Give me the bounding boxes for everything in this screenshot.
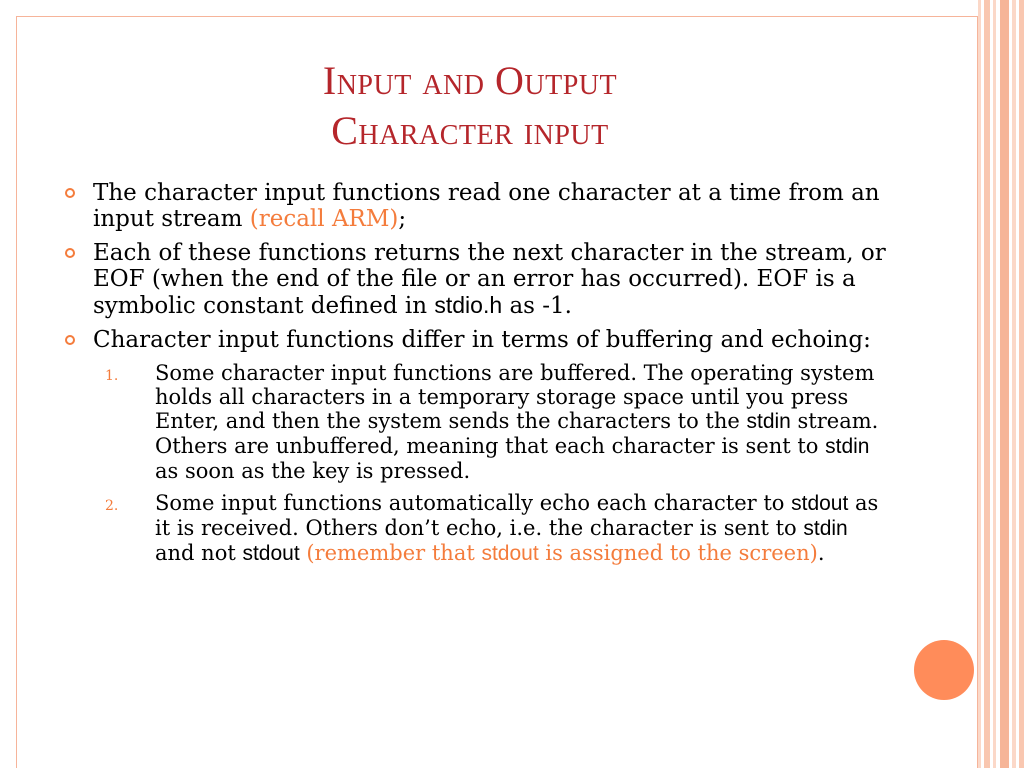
numbered-item: [63, 361, 893, 483]
remember-note: (remember that: [306, 541, 482, 565]
bullet-text: The character input functions read one character at a time from an input stream: [93, 180, 880, 232]
stripe: [984, 0, 990, 768]
stripe: [993, 0, 996, 768]
code-text: stdin: [803, 517, 848, 540]
bullet-circle-icon: [65, 335, 75, 345]
item-text: .: [817, 541, 825, 565]
slide-body: [63, 180, 893, 574]
bullet-text: ;: [398, 206, 407, 232]
slide-title: [0, 56, 940, 156]
item-text: as soon as the key is pressed.: [155, 459, 471, 483]
item-text: stream. Others are unbuffered, meaning that each character is sent to: [155, 409, 879, 458]
code-text: stdout: [242, 542, 300, 565]
item-text: and not: [155, 541, 243, 565]
stripe: [1012, 0, 1016, 768]
bullet-text: Character input functions differ in terms of buffering and echoing:: [93, 327, 871, 353]
stripe: [1000, 0, 1009, 768]
code-text: stdio.h: [434, 292, 503, 318]
bullet-text: Each of these functions returns the next character in the stream, or EOF (when the end of the file or an error has occurred). EOF is a symbolic constant defined in: [93, 240, 886, 319]
item-text: as it is received. Others don’t echo, i.e. the character is sent to: [155, 491, 879, 540]
remember-note: is assigned to the screen): [538, 541, 818, 565]
item-text: Some character input functions are buffered. The operating system holds all characters in a temporary storage space until you press Enter, and then the system sends the characters to the: [155, 361, 875, 433]
recall-note: (recall ARM): [249, 206, 399, 232]
bullet-item: [63, 180, 893, 232]
title-line-2: Character input: [331, 108, 609, 153]
bullet-item: [63, 240, 893, 319]
stripe: [978, 0, 981, 768]
title-line-1: Input and Output: [322, 58, 618, 103]
code-text: stdout: [791, 492, 849, 515]
bullet-text: as -1.: [502, 293, 572, 319]
code-text: stdin: [825, 435, 870, 458]
decorative-stripes: [978, 0, 1024, 768]
numbered-item: [63, 491, 893, 566]
code-text: stdout: [481, 542, 539, 565]
bullet-item: [63, 327, 893, 353]
bullet-circle-icon: [65, 248, 75, 258]
stripe: [1019, 0, 1024, 768]
decorative-circle: [914, 640, 974, 700]
code-text: stdin: [746, 410, 791, 433]
bullet-circle-icon: [65, 188, 75, 198]
item-number: 1.: [105, 368, 119, 384]
item-number: 2.: [105, 498, 119, 514]
item-text: Some input functions automatically echo each character to: [155, 491, 792, 515]
